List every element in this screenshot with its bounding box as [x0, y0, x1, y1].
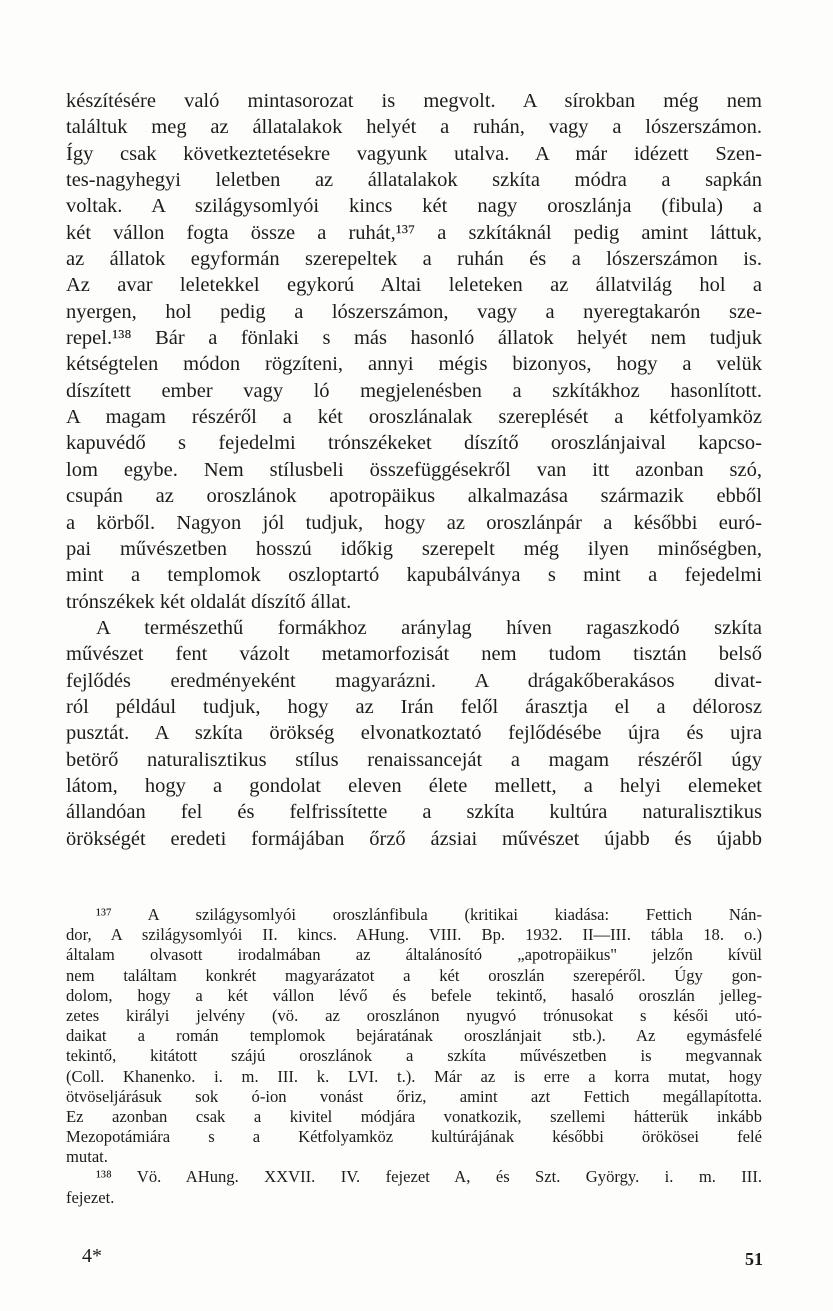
text-line: lom egybe. Nem stílusbeli összefüggésekről van itt azonban szó, — [66, 458, 762, 481]
text-line: voltak. A szilágysomlyói kincs két nagy oroszlánja (fibula) a — [66, 195, 762, 218]
text-line: mint a templomok oszloptartó kapubálványa s mint a fejedelmi — [66, 564, 762, 587]
text-line: betörő naturalisztikus stílus renaissanceját a magam részéről úgy — [66, 748, 762, 771]
text-line: repel.¹³⁸ Bár a fönlaki s más hasonló állatok helyét nem tudjuk — [66, 327, 762, 350]
text-line: pusztát. A szkíta örökség elvonatkoztató fejlődésébe újra és ujra — [66, 722, 762, 745]
footnote-line: daikat a román templomok bejáratának oroszlánjait stb.). Az egymásfelé — [66, 1026, 762, 1046]
footnote-line: zetes királyi jelvény (vö. az oroszlánon nyugvó trónusokat s késői utó- — [66, 1005, 762, 1025]
footnote-line: általam olvasott irodalmában az általánosító „apotropäikus" jelzőn kívül — [66, 945, 762, 965]
text-line: Az avar leletekkel egykorú Altai leleteken az állatvilág hol a — [66, 274, 762, 297]
text-line: művészet fent vázolt metamorfozisát nem tudom tisztán belső — [66, 643, 762, 666]
footnote-line: Mezopotámiára s a Kétfolyamköz kultúrájának későbbi örökösei felé — [66, 1127, 762, 1147]
footnote-line: tekintő, kitátott szájú oroszlánok a szkíta művészetben is megvannak — [66, 1046, 762, 1066]
text-line: két vállon fogta össze a ruhát,¹³⁷ a szkítáknál pedig amint láttuk, — [66, 221, 762, 244]
footnote-line: nem találtam konkrét magyarázatot a két oroszlán szerepéről. Úgy gon- — [66, 965, 762, 985]
footnote-line: mutat. — [66, 1147, 108, 1167]
text-line: pai művészetben hosszú időkig szerepelt még ilyen minőségben, — [66, 537, 762, 560]
text-line: fejlődés eredményeként magyarázni. A drágakőberakásos divat- — [66, 669, 762, 692]
footnote-line: dolom, hogy a két vállon lévő és befele tekintő, hasaló oroszlán jelleg- — [66, 985, 762, 1005]
text-line: A magam részéről a két oroszlánalak szereplését a kétfolyamköz — [66, 406, 762, 429]
text-line: nyergen, hol pedig a lószerszámon, vagy a nyeregtakarón sze- — [66, 300, 762, 323]
text-line: Így csak következtetésekre vagyunk utalva. A már idézett Szen- — [66, 142, 762, 165]
footnote-line: dor, A szilágysomlyói II. kincs. AHung. VIII. Bp. 1932. II—III. tábla 18. o.) — [66, 925, 762, 945]
text-line: látom, hogy a gondolat eleven élete mellett, a helyi elemeket — [66, 774, 762, 797]
text-line: kétségtelen módon rögzíteni, annyi mégis bizonyos, hogy a velük — [66, 353, 762, 376]
text-line: az állatok egyformán szerepeltek a ruhán és a lószerszámon is. — [66, 248, 762, 271]
text-line: A természethű formákhoz aránylag híven ragaszkodó szkíta — [96, 616, 762, 639]
footnote-line: ¹³⁷ A szilágysomlyói oroszlánfibula (kritikai kiadása: Fettich Nán- — [96, 905, 762, 924]
main-text — [66, 88, 762, 852]
footnotes — [66, 905, 762, 1208]
footnote-line: ¹³⁸ Vö. AHung. XXVII. IV. fejezet A, és Szt. György. i. m. III. — [96, 1167, 762, 1187]
page-number: 51 — [745, 1249, 763, 1269]
text-line: készítésére való mintasorozat is megvolt. A sírokban még nem — [66, 90, 762, 112]
footnote-line: Ez azonban csak a kivitel módjára vonatkozik, szellemi hátterük inkább — [66, 1106, 762, 1126]
text-line: ról például tudjuk, hogy az Irán felől árasztja el a délorosz — [66, 695, 762, 718]
footnote-line: ötvöseljárásuk sok ó-ion vonást őriz, amint azt Fettich megállapította. — [66, 1086, 762, 1106]
footnote-line: (Coll. Khanenko. i. m. III. k. LVI. t.). Már az is erre a korra mutat, hogy — [66, 1066, 762, 1086]
text-line: trónszékek két oldalát díszítő állat. — [66, 590, 352, 613]
text-line: a körből. Nagyon jól tudjuk, hogy az oroszlánpár a későbbi euró- — [66, 511, 762, 534]
signature-mark: 4* — [82, 1245, 102, 1267]
text-line: találtuk meg az állatalakok helyét a ruhán, vagy a lószerszámon. — [66, 116, 762, 139]
text-line: kapuvédő s fejedelmi trónszékeket díszítő oroszlánjaival kapcso- — [66, 432, 762, 455]
footnote-line: fejezet. — [66, 1187, 115, 1207]
text-line: csupán az oroszlánok apotropäikus alkalmazása származik ebből — [66, 485, 762, 508]
text-line: állandóan fel és felfrissítette a szkíta kultúra naturalisztikus — [66, 801, 762, 824]
text-line: örökségét eredeti formájában őrző ázsiai művészet újabb és újabb — [66, 827, 762, 850]
text-line: tes-nagyhegyi leletben az állatalakok szkíta módra a sapkán — [66, 169, 762, 192]
text-line: díszített ember vagy ló megjelenésben a szkítákhoz hasonlított. — [66, 379, 762, 402]
